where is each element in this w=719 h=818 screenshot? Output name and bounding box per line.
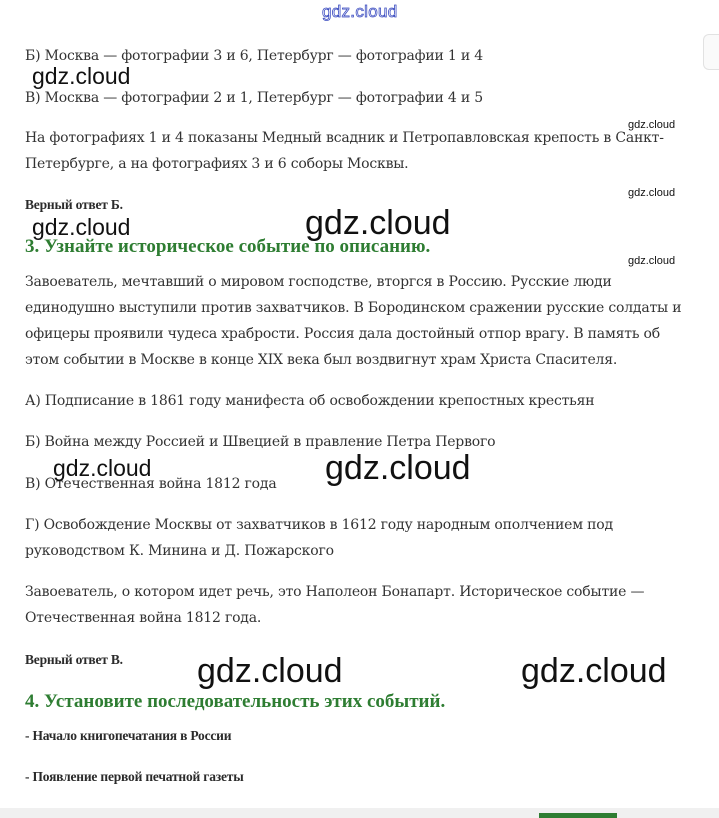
task2-explanation-line2: Петербурге, а на фотографиях 3 и 6 соборы Москвы. <box>25 156 409 172</box>
task3-answer: Верный ответ В. <box>25 652 123 667</box>
task4-heading: 4. Установите последовательность этих событий. <box>25 691 446 712</box>
task3-explanation-line2: Отечественная война 1812 года. <box>25 610 262 626</box>
task4-item1: - Начало книгопечатания в России <box>25 728 232 743</box>
task3-option-g-line2: руководством К. Минина и Д. Пожарского <box>25 543 334 559</box>
task3-option-g-line1: Г) Освобождение Москвы от захватчиков в 1612 году народным ополчением под <box>25 517 613 533</box>
task2-explanation-line1: На фотографиях 1 и 4 показаны Медный всадник и Петропавловская крепость в Санкт- <box>25 130 664 146</box>
task3-option-v: В) Отечественная война 1812 года <box>25 476 277 492</box>
bottom-action-button[interactable] <box>539 813 617 818</box>
task2-answer: Верный ответ Б. <box>25 197 123 212</box>
watermark: gdz.cloud <box>32 214 131 240</box>
site-logo[interactable]: gdz.cloud <box>322 2 398 21</box>
task2-option-b: Б) Москва — фотографии 3 и 6, Петербург — фотографии 1 и 4 <box>25 48 483 64</box>
task3-desc-line3: офицеры проявили чудеса храбрости. Россия дала достойный отпор врагу. В память об <box>25 326 660 342</box>
side-panel-tab[interactable] <box>703 34 719 70</box>
watermark: gdz.cloud <box>325 449 471 487</box>
task2-option-v: В) Москва — фотографии 2 и 1, Петербург — фотографии 4 и 5 <box>25 90 483 106</box>
task3-desc-line4: этом событии в Москве в конце XIX века был воздвигнут храм Христа Спасителя. <box>25 352 618 368</box>
watermark: gdz.cloud <box>197 652 343 690</box>
watermark: gdz.cloud <box>628 255 676 267</box>
task3-explanation-line1: Завоеватель, о котором идет речь, это Наполеон Бонапарт. Историческое событие — <box>25 584 645 600</box>
task3-heading: 3. Узнайте историческое событие по описанию. <box>25 236 431 257</box>
watermark: gdz.cloud <box>53 455 152 481</box>
task4-item2: - Появление первой печатной газеты <box>25 769 244 784</box>
task3-option-b: Б) Война между Россией и Швецией в правление Петра Первого <box>25 434 496 450</box>
task3-option-a: А) Подписание в 1861 году манифеста об освобождении крепостных крестьян <box>25 393 595 409</box>
watermark: gdz.cloud <box>32 63 131 89</box>
task3-desc-line1: Завоеватель, мечтавший о мировом господстве, вторгся в Россию. Русские люди <box>25 274 612 290</box>
watermark: gdz.cloud <box>305 204 451 242</box>
task3-desc-line2: единодушно выступили против захватчиков. В Бородинском сражении русские солдаты и <box>25 300 682 316</box>
watermark: gdz.cloud <box>628 187 676 199</box>
watermark: gdz.cloud <box>628 119 676 131</box>
watermark: gdz.cloud <box>521 652 667 690</box>
